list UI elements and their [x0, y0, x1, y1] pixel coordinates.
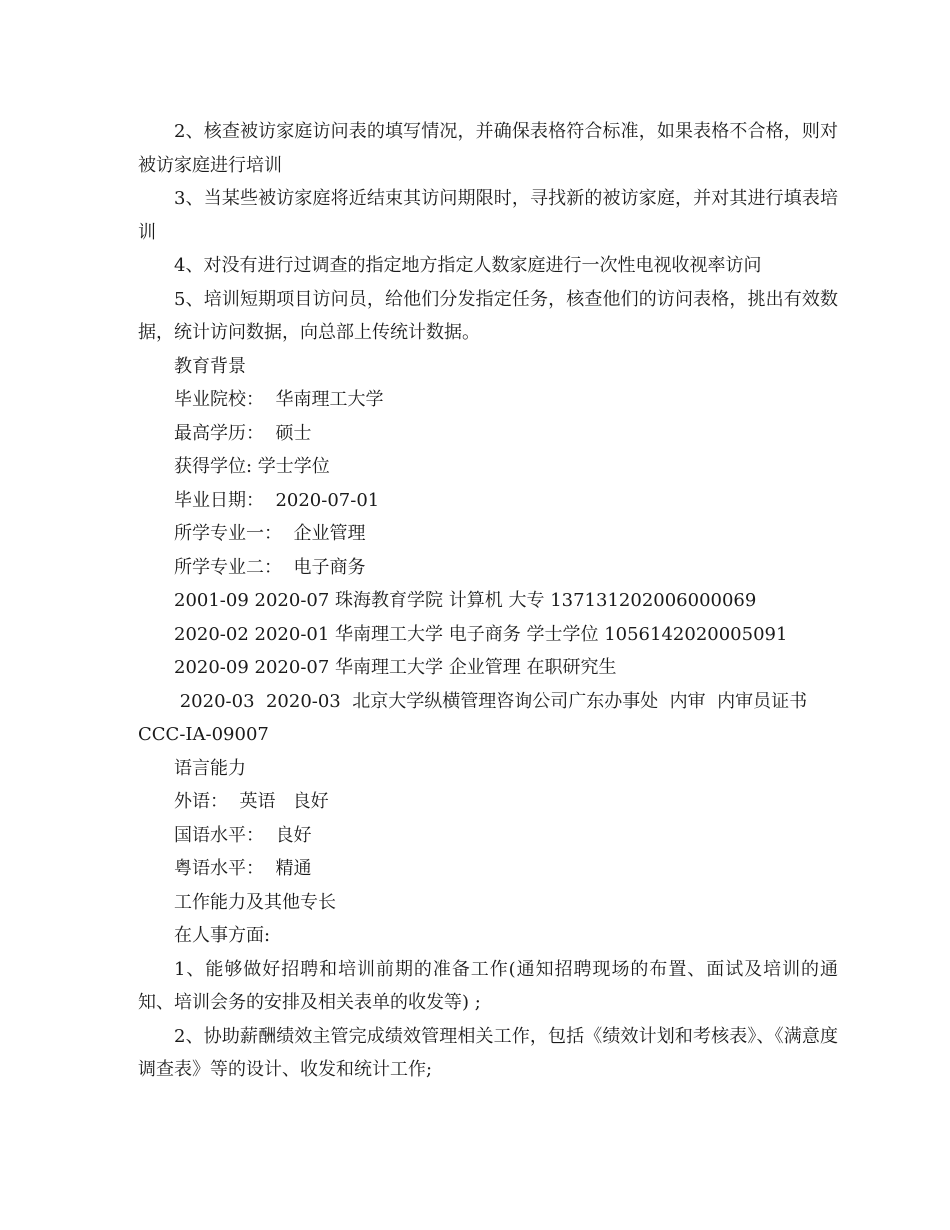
graduation-school: 毕业院校： 华南理工大学 — [174, 389, 384, 410]
mandarin-level: 国语水平： 良好 — [174, 824, 312, 846]
certificate-number: CCC-IA-09007 — [138, 724, 269, 745]
highest-education: 最高学历： 硕士 — [174, 422, 312, 444]
education-record: 2020-09 2020-07 华南理工大学 企业管理 在职研究生 — [174, 657, 617, 678]
education-heading: 教育背景 — [174, 355, 246, 377]
major-one: 所学专业一： 企业管理 — [174, 523, 366, 544]
skill-item: 2、协助薪酬绩效主管完成绩效管理相关工作，包括《绩效计划和考核表》、《满意度调查表》等的设计、收发和统计工作; — [138, 1025, 838, 1080]
language-heading: 语言能力 — [174, 757, 246, 779]
certificate-record: 2020-03 2020-03 北京大学纵横管理咨询公司广东办事处 内审 内审员证书 — [174, 690, 808, 712]
duty-item: 5、培训短期项目访问员，给他们分发指定任务，核查他们的访问表格，挑出有效数据，统计访问数据，向总部上传统计数据。 — [138, 288, 838, 343]
graduation-date: 毕业日期： 2020-07-01 — [174, 489, 380, 511]
education-record: 2020-02 2020-01 华南理工大学 电子商务 学士学位 1056142020005091 — [174, 623, 788, 645]
education-record: 2001-09 2020-07 珠海教育学院 计算机 大专 137131202006000069 — [174, 590, 757, 611]
cantonese-level: 粤语水平： 精通 — [174, 858, 312, 879]
major-two: 所学专业二： 电子商务 — [174, 556, 366, 578]
duty-item: 4、对没有进行过调查的指定地方指定人数家庭进行一次性电视收视率访问 — [174, 255, 762, 276]
hr-heading: 在人事方面: — [174, 925, 271, 946]
skills-heading: 工作能力及其他专长 — [174, 891, 336, 913]
degree-obtained: 获得学位: 学士学位 — [174, 456, 330, 477]
foreign-language: 外语： 英语 良好 — [174, 791, 329, 812]
duty-item: 2、核查被访家庭访问表的填写情况，并确保表格符合标准，如果表格不合格，则对被访家庭进行培训 — [138, 121, 838, 176]
duty-item: 3、当某些被访家庭将近结束其访问期限时，寻找新的被访家庭，并对其进行填表培训 — [138, 188, 838, 243]
resume-content — [138, 115, 838, 1087]
skill-item: 1、能够做好招聘和培训前期的准备工作(通知招聘现场的布置、面试及培训的通知、培训会务的安排及相关表单的收发等) ; — [138, 958, 838, 1013]
